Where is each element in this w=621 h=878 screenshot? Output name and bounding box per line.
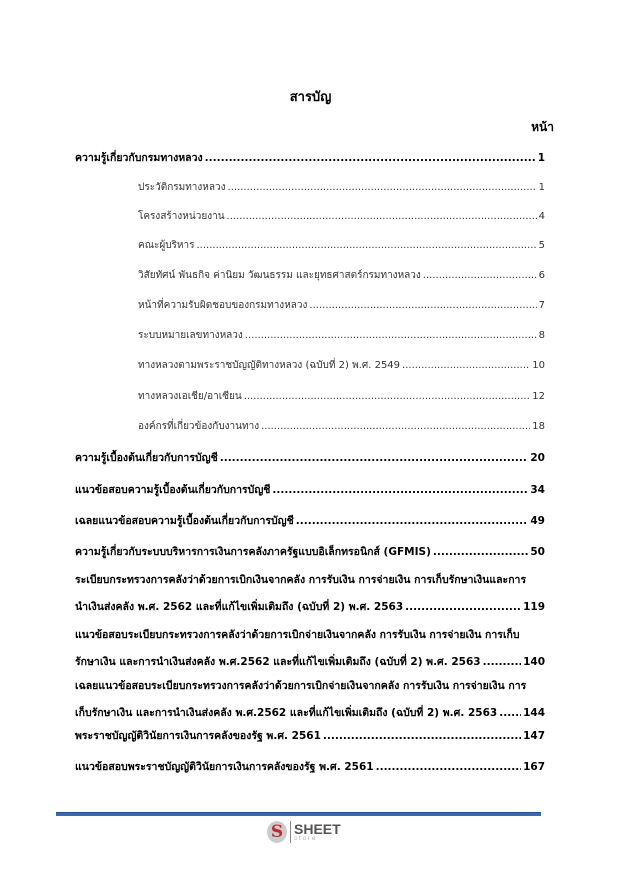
page-number: 144: [523, 707, 545, 719]
toc-entry[interactable]: เฉลยแนวข้อสอบความรู้เบื้องต้นเกี่ยวกับการบัญชี ..... 49: [75, 512, 545, 529]
toc-entry[interactable]: องค์กรที่เกี่ยวข้องกับงานทาง ..... 18: [138, 419, 545, 434]
page-number: 12: [532, 391, 545, 402]
leader-dots: [261, 421, 530, 432]
logo-divider: [290, 821, 291, 843]
page-number: 34: [530, 484, 545, 496]
leader-dots: [296, 515, 529, 527]
leader-dots: [433, 546, 529, 558]
toc-entry[interactable]: ความรู้เกี่ยวกับกรมทางหลวง ..... 1: [75, 149, 545, 166]
leader-dots: [228, 182, 537, 193]
leader-dots: [323, 730, 521, 742]
leader-dots: [244, 391, 531, 402]
leader-dots: [483, 656, 521, 668]
footer-divider: [56, 812, 541, 816]
page-number: 147: [523, 730, 545, 742]
toc-entry[interactable]: แนวข้อสอบความรู้เบื้องต้นเกี่ยวกับการบัญชี ..... 34: [75, 481, 545, 498]
page-title: สารบัญ: [289, 90, 332, 105]
leader-dots: [272, 484, 528, 496]
page-number: 1: [538, 182, 545, 193]
logo-wordmark: SHEET: [294, 821, 341, 837]
leader-dots: [405, 601, 521, 613]
page-number: 18: [532, 421, 545, 432]
page-number: 167: [523, 761, 545, 773]
sheet-store-logo: [267, 821, 341, 843]
leader-dots: [245, 330, 537, 341]
page-number: 1: [537, 152, 545, 164]
leader-dots: [205, 152, 536, 164]
toc-entry[interactable]: ทางหลวงตามพระราชบัญญัติทางหลวง (ฉบับที่ 2) พ.ศ. 2549 ..... 10: [138, 358, 545, 373]
leader-dots: [376, 761, 521, 773]
logo-s-icon: S: [267, 821, 287, 843]
toc-entry[interactable]: ระบบหมายเลขทางหลวง ..... 8: [138, 328, 545, 343]
page-number: 5: [538, 240, 545, 251]
page-number: 50: [530, 546, 545, 558]
leader-dots: [309, 300, 536, 311]
toc-entry[interactable]: ความรู้เกี่ยวกับระบบบริหารการเงินการคลังภาครัฐแบบอิเล็กทรอนิกส์ (GFMIS) ..... 50: [75, 543, 545, 560]
leader-dots: [499, 707, 521, 719]
toc-entry[interactable]: ความรู้เบื้องต้นเกี่ยวกับการบัญชี ..... 20: [75, 449, 545, 466]
leader-dots: [227, 211, 537, 222]
toc-entry-multiline[interactable]: เฉลยแนวข้อสอบระเบียบกระทรวงการคลังว่าด้วยการเบิกจ่ายเงินจากคลัง การรับเงิน การจ่ายเงิน การ เก็บรักษาเงิน และการนำเงินส่งคลัง พ.ศ.2562 และที่แก้ไขเพิ่มเติมถึง (ฉบับที่ 2) พ.ศ. 2563 ..... 144: [75, 677, 545, 721]
toc-entry[interactable]: แนวข้อสอบพระราชบัญญัติวินัยการเงินการคลังของรัฐ พ.ศ. 2561 ..... 167: [75, 758, 545, 775]
page-column-header: หน้า: [531, 120, 554, 134]
page-number: 8: [538, 330, 545, 341]
leader-dots: [402, 360, 530, 371]
toc-entry[interactable]: คณะผู้บริหาร ..... 5: [138, 238, 545, 253]
page-number: 4: [538, 211, 545, 222]
toc-entry-multiline[interactable]: แนวข้อสอบระเบียบกระทรวงการคลังว่าด้วยการเบิกจ่ายเงินจากคลัง การรับเงิน การจ่ายเงิน การเก็บ รักษาเงิน และการนำเงินส่งคลัง พ.ศ.2562 และที่แก้ไขเพิ่มเติมถึง (ฉบับที่ 2) พ.ศ. 2563 ..... 140: [75, 626, 545, 670]
toc-entry[interactable]: หน้าที่ความรับผิดชอบของกรมทางหลวง ..... 7: [138, 298, 545, 313]
page-number: 49: [530, 515, 545, 527]
page-number: 20: [530, 452, 545, 464]
page-number: 7: [538, 300, 545, 311]
page-number: 119: [523, 601, 545, 613]
toc-entry[interactable]: ทางหลวงเอเชีย/อาเซียน ..... 12: [138, 389, 545, 404]
leader-dots: [220, 452, 529, 464]
leader-dots: [197, 240, 537, 251]
toc-entry[interactable]: วิสัยทัศน์ พันธกิจ ค่านิยม วัฒนธรรม และยุทธศาสตร์กรมทางหลวง ..... 6: [138, 268, 545, 283]
page-number: 10: [532, 360, 545, 371]
page-number: 140: [523, 656, 545, 668]
page-number: 6: [538, 270, 545, 281]
toc-entry[interactable]: พระราชบัญญัติวินัยการเงินการคลังของรัฐ พ.ศ. 2561 ..... 147: [75, 727, 545, 744]
toc-entry[interactable]: โครงสร้างหน่วยงาน ..... 4: [138, 209, 545, 224]
logo-subtext: store: [294, 836, 318, 842]
toc-entry-multiline[interactable]: ระเบียบกระทรวงการคลังว่าด้วยการเบิกเงินจากคลัง การรับเงิน การจ่ายเงิน การเก็บรักษาเงินและการ นำเงินส่งคลัง พ.ศ. 2562 และที่แก้ไขเพิ่มเติมถึง (ฉบับที่ 2) พ.ศ. 2563 ..... 119: [75, 571, 545, 615]
leader-dots: [423, 270, 537, 281]
toc-entry[interactable]: ประวัติกรมทางหลวง ..... 1: [138, 180, 545, 195]
